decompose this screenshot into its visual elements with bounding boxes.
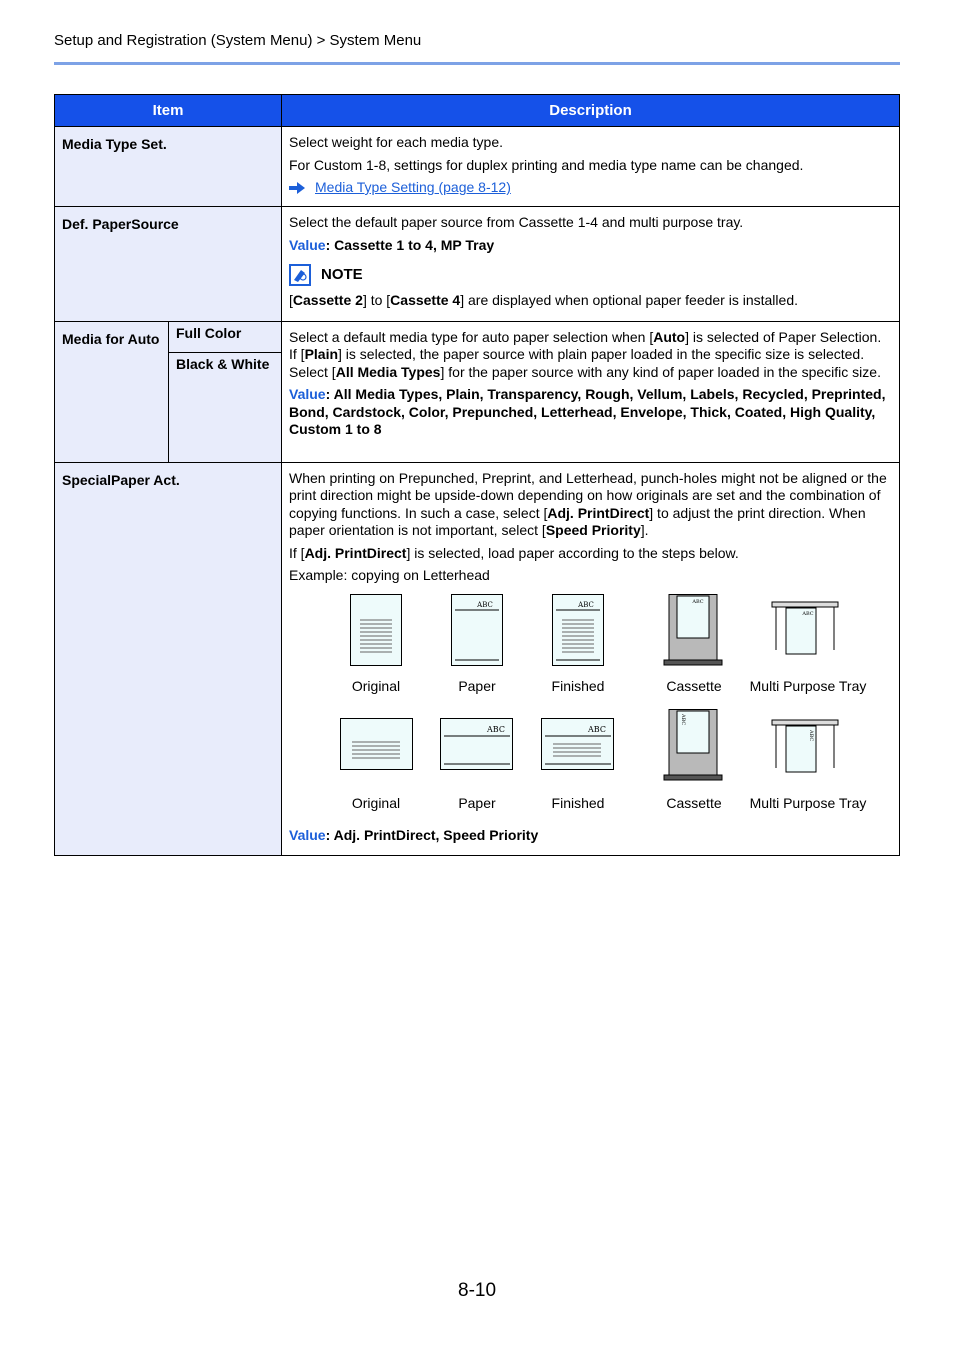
desc-def-papersource bbox=[282, 207, 900, 322]
svg-text:ABC: ABC bbox=[680, 713, 686, 725]
finished-doc-figure bbox=[541, 718, 615, 772]
figure-label: Finished bbox=[551, 794, 605, 811]
svg-text:ABC: ABC bbox=[477, 600, 493, 609]
table-row bbox=[55, 321, 900, 352]
figure-label: Finished bbox=[551, 677, 605, 694]
value-line bbox=[289, 386, 891, 439]
col-header-description: Description bbox=[282, 95, 900, 127]
svg-text:ABC: ABC bbox=[692, 598, 704, 605]
value-label: Value bbox=[289, 826, 326, 843]
original-doc-figure bbox=[350, 594, 402, 668]
table-row bbox=[55, 207, 900, 322]
note-icon bbox=[289, 264, 311, 286]
desc-text: Select the default paper source from Cassette 1-4 and multi purpose tray. bbox=[289, 214, 744, 230]
value-text: : Cassette 1 to 4, MP Tray bbox=[325, 236, 495, 253]
value-line bbox=[289, 827, 891, 845]
value-text: : All Media Types, Plain, Transparency, Rough, Vellum, Labels, Recycled, Preprinted, Bond, Cardstock, Color, Prepunched, Letterhead, Envelope, Thick, Coated, High Quality, Custom 1 to 8 bbox=[289, 386, 886, 437]
header-rule bbox=[54, 62, 900, 65]
svg-text:ABC: ABC bbox=[808, 729, 814, 741]
table-header-row bbox=[55, 95, 900, 127]
value-label: Value bbox=[289, 386, 326, 402]
item-def-papersource: Def. PaperSource bbox=[55, 207, 282, 322]
desc-text: If [Adj. PrintDirect] is selected, load paper according to the steps below. bbox=[289, 544, 739, 561]
table-row bbox=[55, 462, 900, 856]
note-title: NOTE bbox=[321, 266, 363, 284]
value-line bbox=[289, 237, 891, 255]
figure-row-landscape bbox=[289, 708, 891, 825]
desc-text: Select a default media type for auto paper selection when [Auto] is selected of Paper Selection. If [Plain] is selected, the paper source with plain paper loaded in the specific size is selected. Select [All Media Types] for the paper source with any kind of paper loaded in the specific size. bbox=[289, 328, 882, 380]
desc-text: For Custom 1-8, settings for duplex printing and media type name can be changed. bbox=[289, 156, 804, 173]
svg-text:ABC: ABC bbox=[578, 600, 594, 609]
item-black-white: Black & White bbox=[169, 352, 282, 462]
svg-text:ABC: ABC bbox=[487, 724, 505, 734]
multi-purpose-tray-figure bbox=[770, 600, 842, 662]
item-media-for-auto: Media for Auto bbox=[55, 321, 169, 462]
desc-media-type-set bbox=[282, 127, 900, 207]
figure-label: Paper bbox=[458, 677, 496, 694]
finished-doc-figure bbox=[552, 594, 604, 668]
desc-text: Select weight for each media type. bbox=[289, 134, 504, 150]
figure-label: Multi Purpose Tray bbox=[749, 794, 867, 811]
desc-specialpaper-act bbox=[282, 462, 900, 856]
xref-row bbox=[289, 179, 891, 197]
example-caption: Example: copying on Letterhead bbox=[289, 567, 490, 583]
item-specialpaper-act: SpecialPaper Act. bbox=[55, 462, 282, 856]
desc-media-for-auto bbox=[282, 321, 900, 462]
desc-text: When printing on Prepunched, Preprint, and Letterhead, punch-holes might not be aligned or the print direction might be upside-down depending on how originals are set and the combination of copying functions. In such a case, select [Adj. PrintDirect] to adjust the print direction. When paper orientation is not important, select [Speed Priority]. bbox=[289, 469, 887, 538]
page-number: 8-10 bbox=[458, 1280, 497, 1301]
value-label: Value bbox=[289, 236, 326, 253]
original-doc-figure bbox=[340, 718, 414, 772]
note-text: [Cassette 2] to [Cassette 4] are displayed when optional paper feeder is installed. bbox=[289, 292, 798, 308]
settings-table bbox=[54, 94, 900, 856]
figure-label: Multi Purpose Tray bbox=[749, 677, 867, 694]
figure-label: Original bbox=[351, 677, 401, 694]
note-heading bbox=[289, 264, 891, 286]
letterhead-paper-figure bbox=[440, 718, 514, 772]
figure-label: Paper bbox=[458, 794, 496, 811]
arrow-right-icon bbox=[289, 182, 305, 194]
col-header-item: Item bbox=[55, 95, 282, 127]
cassette-figure bbox=[663, 709, 725, 783]
table-row bbox=[55, 127, 900, 207]
figure-label: Original bbox=[351, 794, 401, 811]
item-full-color: Full Color bbox=[169, 321, 282, 352]
cassette-figure bbox=[663, 594, 725, 668]
svg-text:ABC: ABC bbox=[588, 724, 606, 734]
figure-row-portrait bbox=[289, 590, 891, 708]
breadcrumb: Setup and Registration (System Menu) > System Menu bbox=[54, 32, 422, 49]
multi-purpose-tray-figure bbox=[770, 718, 842, 780]
item-media-type-set: Media Type Set. bbox=[55, 127, 282, 207]
media-type-setting-link[interactable]: Media Type Setting (page 8-12) bbox=[315, 179, 511, 195]
letterhead-paper-figure bbox=[451, 594, 503, 668]
svg-text:ABC: ABC bbox=[802, 610, 814, 617]
figure-label: Cassette bbox=[666, 794, 722, 811]
figure-label: Cassette bbox=[666, 677, 722, 694]
value-text: : Adj. PrintDirect, Speed Priority bbox=[325, 826, 539, 843]
